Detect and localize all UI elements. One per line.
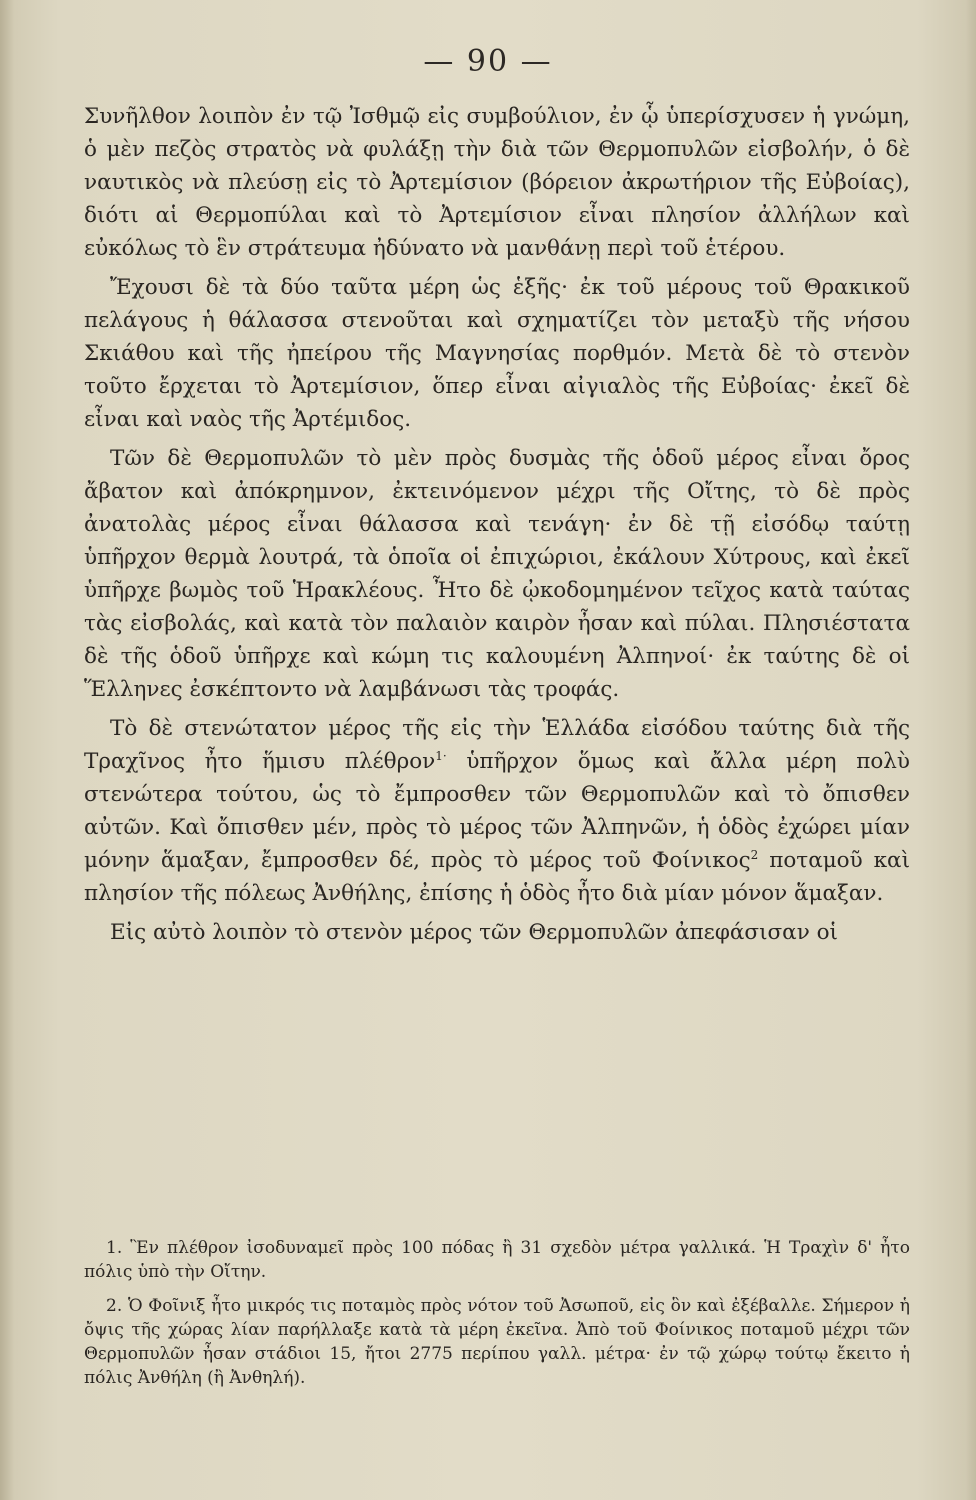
page-number: — 90 —	[423, 44, 553, 79]
footnote-marker-2: 2	[750, 847, 759, 862]
main-text	[84, 100, 910, 955]
paragraph-4-part-2: ὑπῆρχον ὅμως καὶ ἄλλα μέρη πολὺ στενώτερα τούτου, ὡς τὸ ἔμπροσθεν τῶν Θερμοπυλῶν καὶ τὸ ὄπισθεν αὐτῶν. Καὶ ὄπισθεν μέν, πρὸς τὸ μέρος τῶν Ἀλπηνῶν, ἡ ὁδὸς ἐχώρει μίαν μόνην ἅμαξαν, ἔμπροσθεν δέ, πρὸς τὸ μέρος τοῦ Φοίνικος	[84, 749, 911, 873]
page-edge-shadow-right	[966, 0, 976, 1500]
page-edge-shadow-left	[0, 0, 14, 1500]
footnotes	[84, 1236, 910, 1400]
paragraph-4	[84, 712, 910, 910]
paragraph-1: Συνῆλθον λοιπὸν ἐν τῷ Ἰσθμῷ εἰς συμβούλιον, ἐν ᾧ ὑπερίσχυσεν ἡ γνώμη, ὁ μὲν πεζὸς στρατὸς νὰ φυλάξῃ τὴν διὰ τῶν Θερμοπυλῶν εἰσβολήν, ὁ δὲ ναυτικὸς νὰ πλεύσῃ εἰς τὸ Ἀρτεμίσιον (βόρειον ἀκρωτήριον τῆς Εὐβοίας), διότι αἱ Θερμοπύλαι καὶ τὸ Ἀρτεμίσιον εἶναι πλησίον ἀλλήλων καὶ εὐκόλως τὸ ἓν στράτευμα ἠδύνατο νὰ μανθάνῃ περὶ τοῦ ἑτέρου.	[84, 104, 910, 261]
paragraph-4-part-3: ποταμοῦ καὶ πλησίον τῆς πόλεως Ἀνθήλης, ἐπίσης ἡ ὁδὸς ἦτο διὰ μίαν μόνον ἅμαξαν.	[84, 848, 911, 906]
paragraph-4-part-1: Τὸ δὲ στενώτατον μέρος τῆς εἰς τὴν Ἑλλάδα εἰσόδου ταύτης διὰ τῆς Τραχῖνος ἦτο ἥμισυ πλέθρον	[84, 716, 910, 774]
paragraph-5: Εἰς αὐτὸ λοιπὸν τὸ στενὸν μέρος τῶν Θερμοπυλῶν ἀπεφάσισαν οἱ	[110, 920, 838, 945]
footnote-1: 1. Ἓν πλέθρον ἰσοδυναμεῖ πρὸς 100 πόδας ἢ 31 σχεδὸν μέτρα γαλλικά. Ἡ Τραχὶν δ' ἦτο πόλις ὑπὸ τὴν Οἴτην.	[84, 1238, 910, 1282]
paragraph-3: Τῶν δὲ Θερμοπυλῶν τὸ μὲν πρὸς δυσμὰς τῆς ὁδοῦ μέρος εἶναι ὄρος ἄβατον καὶ ἀπόκρημνον, ἐκτεινόμενον μέχρι τῆς Οἴτης, τὸ δὲ πρὸς ἀνατολὰς μέρος εἶναι θάλασσα καὶ τενάγη· ἐν δὲ τῇ εἰσόδῳ ταύτῃ ὑπῆρχον θερμὰ λουτρά, τὰ ὁποῖα οἱ ἐπιχώριοι, ἐκάλουν Χύτρους, καὶ ἐκεῖ ὑπῆρχε βωμὸς τοῦ Ἡρακλέους. Ἦτο δὲ ᾠκοδομημένον τεῖχος κατὰ ταύτας τὰς εἰσβολάς, καὶ κατὰ τὸν παλαιὸν καιρὸν ἦσαν καὶ πύλαι. Πλησιέστατα δὲ τῆς ὁδοῦ ὑπῆρχε καὶ κώμη τις καλουμένη Ἀλπηνοί· ἐκ ταύτης δὲ οἱ Ἕλληνες ἐσκέπτοντο νὰ λαμβάνωσι τὰς τροφάς.	[84, 446, 910, 702]
footnote-2: 2. Ὁ Φοῖνιξ ἦτο μικρός τις ποταμὸς πρὸς νότον τοῦ Ἀσωποῦ, εἰς ὃν καὶ ἐξέβαλλε. Σήμερον ἡ ὄψις τῆς χώρας λίαν παρήλλαξε κατὰ τὰ μέρη ἐκεῖνα. Ἀπὸ τοῦ Φοίνικος ποταμοῦ μέχρι τῶν Θερμοπυλῶν ἦσαν στάδιοι 15, ἤτοι 2775 περίπου γαλλ. μέτρα· ἐν τῷ χώρῳ τούτῳ ἔκειτο ἡ πόλις Ἀνθήλη (ἢ Ἀνθηλή).	[84, 1296, 910, 1388]
paragraph-2: Ἔχουσι δὲ τὰ δύο ταῦτα μέρη ὡς ἑξῆς· ἐκ τοῦ μέρους τοῦ Θρακικοῦ πελάγους ἡ θάλασσα στενοῦται καὶ σχηματίζει τὸν μεταξὺ τῆς νήσου Σκιάθου καὶ τῆς ἠπείρου τῆς Μαγνησίας πορθμόν. Μετὰ δὲ τὸ στενὸν τοῦτο ἔρχεται τὸ Ἀρτεμίσιον, ὅπερ εἶναι αἰγιαλὸς τῆς Εὐβοίας· ἐκεῖ δὲ εἶναι καὶ ναὸς τῆς Ἀρτέμιδος.	[84, 275, 910, 432]
footnote-marker-1: 1·	[435, 748, 447, 763]
